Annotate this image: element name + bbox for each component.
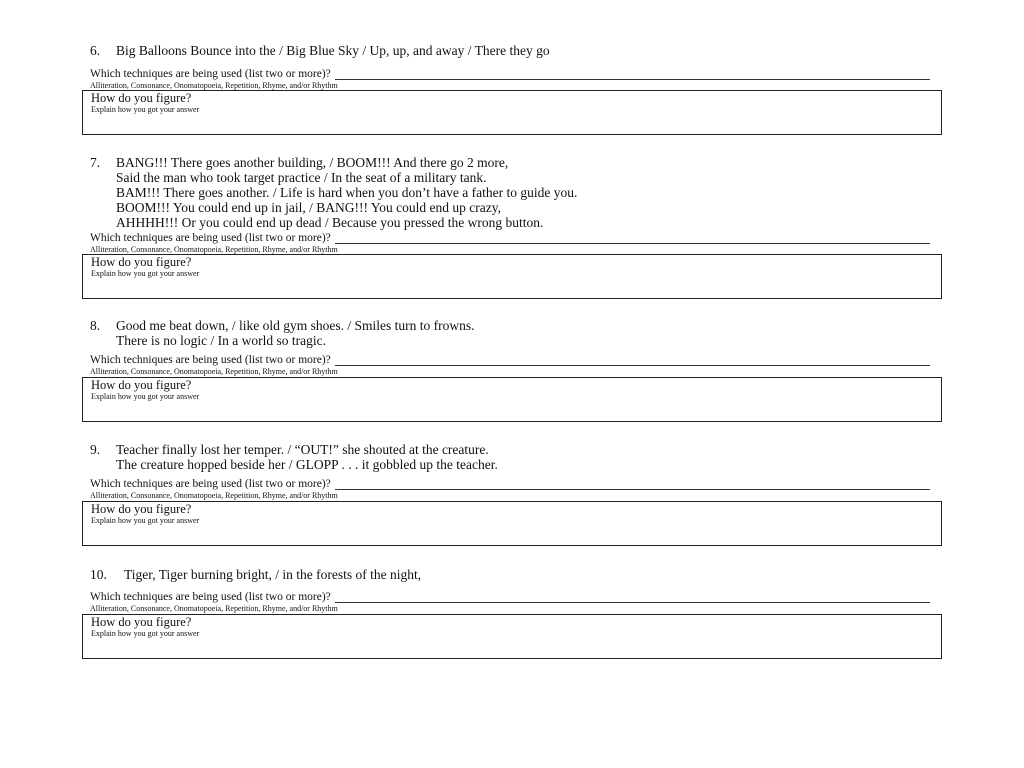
figure-hint: Explain how you got your answer — [91, 105, 200, 114]
technique-field[interactable] — [90, 68, 930, 90]
explanation-box[interactable] — [82, 90, 942, 135]
technique-prompt: Which techniques are being used (list two or more)? — [90, 232, 331, 244]
question-number: 10. — [90, 567, 107, 582]
technique-prompt: Which techniques are being used (list two or more)? — [90, 478, 331, 490]
question-line: 10. Tiger, Tiger burning bright, / in the forests of the night, — [90, 567, 422, 582]
explanation-box[interactable] — [82, 254, 942, 299]
technique-field[interactable] — [90, 354, 930, 376]
technique-prompt: Which techniques are being used (list two or more)? — [90, 354, 331, 366]
technique-options: Alliteration, Consonance, Onomatopoeia, Repetition, Rhyme, and/or Rhythm — [90, 81, 338, 90]
technique-options: Alliteration, Consonance, Onomatopoeia, Repetition, Rhyme, and/or Rhythm — [90, 491, 338, 500]
question-line: There is no logic / In a world so tragic. — [116, 333, 326, 348]
question-number: 6. — [90, 43, 101, 58]
explanation-box[interactable] — [82, 614, 942, 659]
figure-hint: Explain how you got your answer — [91, 269, 200, 278]
technique-answer-line[interactable] — [335, 479, 930, 490]
technique-prompt: Which techniques are being used (list two or more)? — [90, 68, 331, 80]
explanation-box[interactable] — [82, 501, 942, 546]
question-number: 8. — [90, 318, 101, 333]
figure-hint: Explain how you got your answer — [91, 629, 200, 638]
technique-prompt: Which techniques are being used (list two or more)? — [90, 591, 331, 603]
technique-options: Alliteration, Consonance, Onomatopoeia, Repetition, Rhyme, and/or Rhythm — [90, 367, 338, 376]
question-line: Said the man who took target practice / In the seat of a military tank. — [116, 170, 487, 185]
technique-answer-line[interactable] — [335, 592, 930, 603]
question-line: 9. Teacher finally lost her temper. / “OUT!” she shouted at the creature. — [90, 442, 489, 457]
figure-title: How do you figure? — [91, 615, 192, 629]
figure-title: How do you figure? — [91, 255, 192, 269]
technique-field[interactable] — [90, 591, 930, 613]
figure-hint: Explain how you got your answer — [91, 516, 200, 525]
technique-answer-line[interactable] — [335, 355, 930, 366]
technique-field[interactable] — [90, 478, 930, 500]
question-line: AHHHH!!! Or you could end up dead / Because you pressed the wrong button. — [116, 215, 544, 230]
figure-hint: Explain how you got your answer — [91, 392, 200, 401]
question-line: 6. Big Balloons Bounce into the / Big Blue Sky / Up, up, and away / There they go — [90, 43, 550, 58]
technique-options: Alliteration, Consonance, Onomatopoeia, Repetition, Rhyme, and/or Rhythm — [90, 245, 338, 254]
technique-answer-line[interactable] — [335, 69, 930, 80]
figure-title: How do you figure? — [91, 91, 192, 105]
question-line: BAM!!! There goes another. / Life is hard when you don’t have a father to guide you. — [116, 185, 578, 200]
explanation-box[interactable] — [82, 377, 942, 422]
question-number: 7. — [90, 155, 101, 170]
technique-field[interactable] — [90, 232, 930, 254]
question-number: 9. — [90, 442, 101, 457]
technique-answer-line[interactable] — [335, 233, 930, 244]
figure-title: How do you figure? — [91, 502, 192, 516]
question-line: 8. Good me beat down, / like old gym shoes. / Smiles turn to frowns. — [90, 318, 475, 333]
question-line: BOOM!!! You could end up in jail, / BANG!!! You could end up crazy, — [116, 200, 501, 215]
technique-options: Alliteration, Consonance, Onomatopoeia, Repetition, Rhyme, and/or Rhythm — [90, 604, 338, 613]
question-line: The creature hopped beside her / GLOPP . . . it gobbled up the teacher. — [116, 457, 498, 472]
figure-title: How do you figure? — [91, 378, 192, 392]
question-line: 7. BANG!!! There goes another building, / BOOM!!! And there go 2 more, — [90, 155, 509, 170]
